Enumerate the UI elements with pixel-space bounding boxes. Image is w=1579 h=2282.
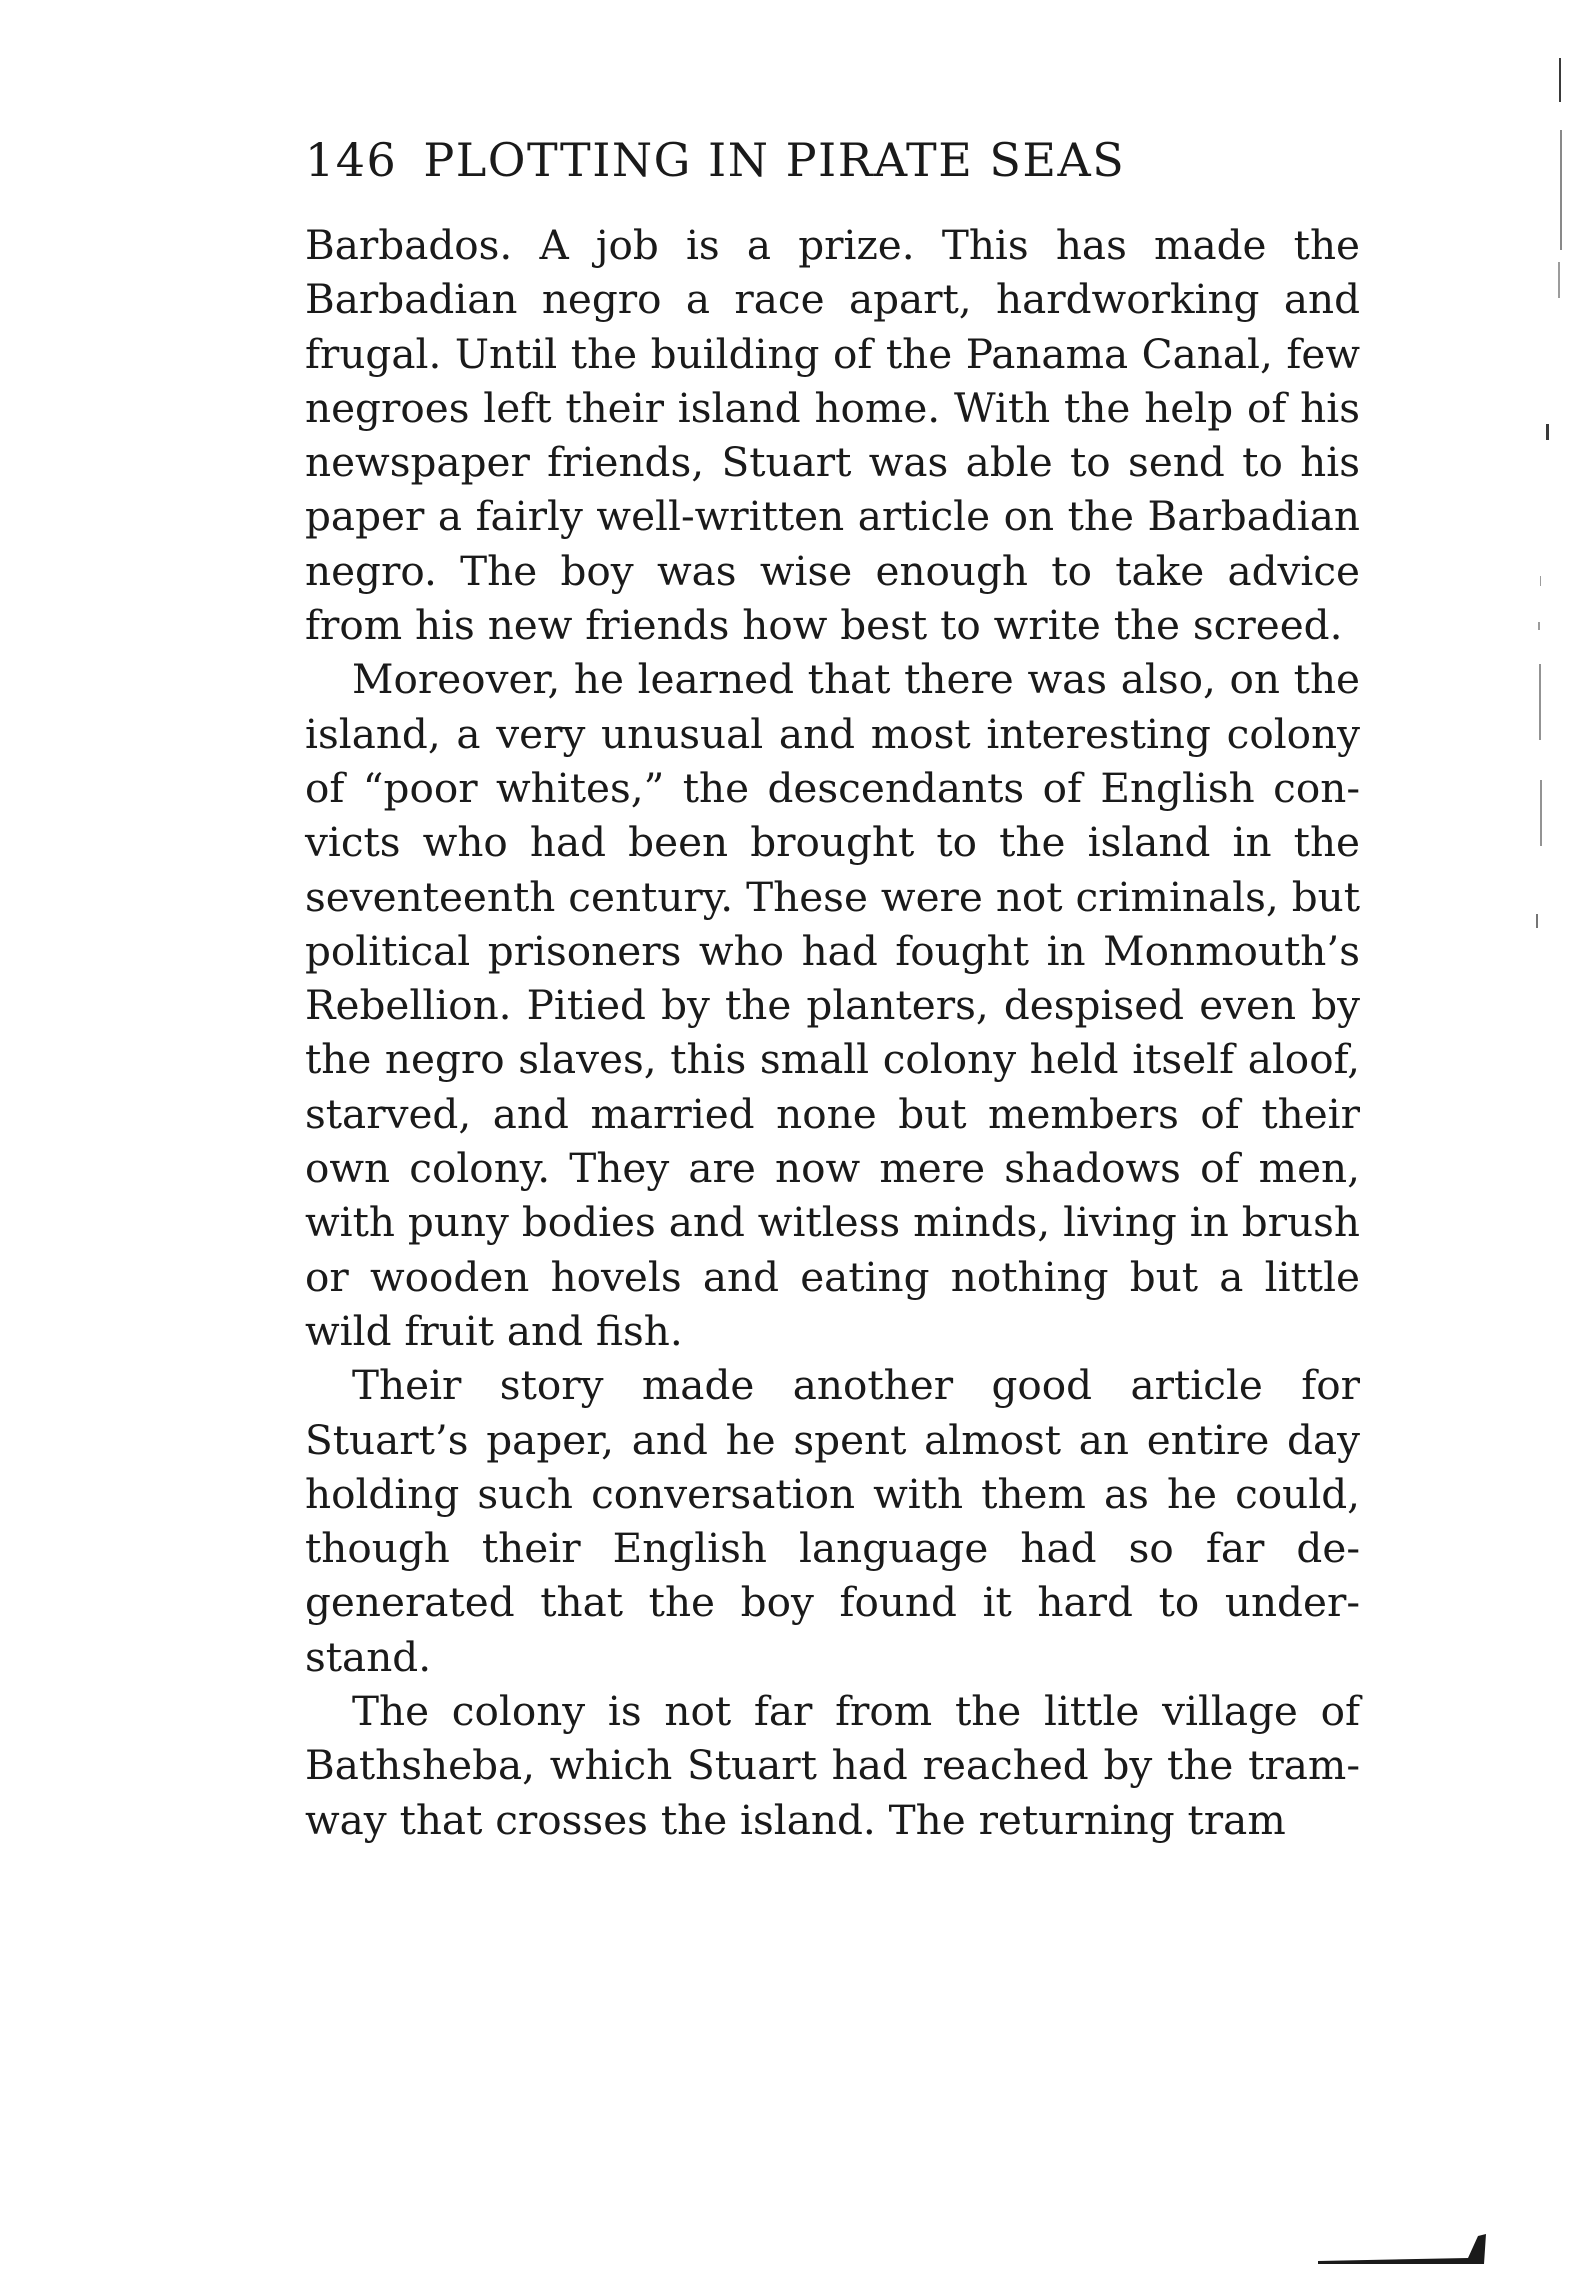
scan-mark: [1540, 780, 1542, 846]
book-title: PLOTTING IN PIRATE SEAS: [423, 133, 1126, 187]
footer-bracket-mark: [1318, 2234, 1488, 2264]
scan-mark: [1538, 622, 1540, 630]
scan-mark: [1558, 262, 1560, 298]
paragraph-continued: Barbados. A job is a prize. This has made the Barbadian negro a race apart, hardworking and frugal. Until the building of the Panama Canal, few negroes left their island home. With the help of his newspaper friends, Stuart was able to send to his paper a fairly well-written article on the Barbadian negro. The boy was wise enough to take advice from his new friends how best to write the screed.: [305, 221, 1360, 650]
scan-mark: [1539, 664, 1541, 740]
page-number: 146: [305, 133, 398, 187]
scan-mark: [1546, 424, 1549, 440]
paragraph: Their story made another good article for Stuart’s paper, and he spent almost an entire day holding such conversation with them as he could, though their English language had so far degenerated that the boy found it hard to understand.: [305, 1361, 1360, 1681]
paragraph: Moreover, he learned that there was also, on the island, a very unusual and most interesting colony of “poor whites,” the descendants of English convicts who had been brought to the island in the seventeenth century. These were not criminals, but political prisoners who had fought in Monmouth’s Rebellion. Pitied by the planters, despised even by the negro slaves, this small colony held itself aloof, starved, and married none but members of their own colony. They are now mere shadows of men, with puny bodies and witless minds, living in brush or wooden hovels and eating nothing but a little wild fruit and fish.: [305, 655, 1360, 1355]
scan-mark: [1540, 576, 1541, 586]
running-header: [305, 128, 1365, 192]
body-text: [305, 218, 1360, 1847]
scan-mark: [1559, 58, 1561, 102]
paragraph: The colony is not far from the little village of Bathsheba, which Stuart had reached by the tramway that crosses the island. The returning tram: [305, 1687, 1360, 1844]
scan-mark: [1560, 130, 1562, 250]
scan-mark: [1536, 914, 1538, 928]
